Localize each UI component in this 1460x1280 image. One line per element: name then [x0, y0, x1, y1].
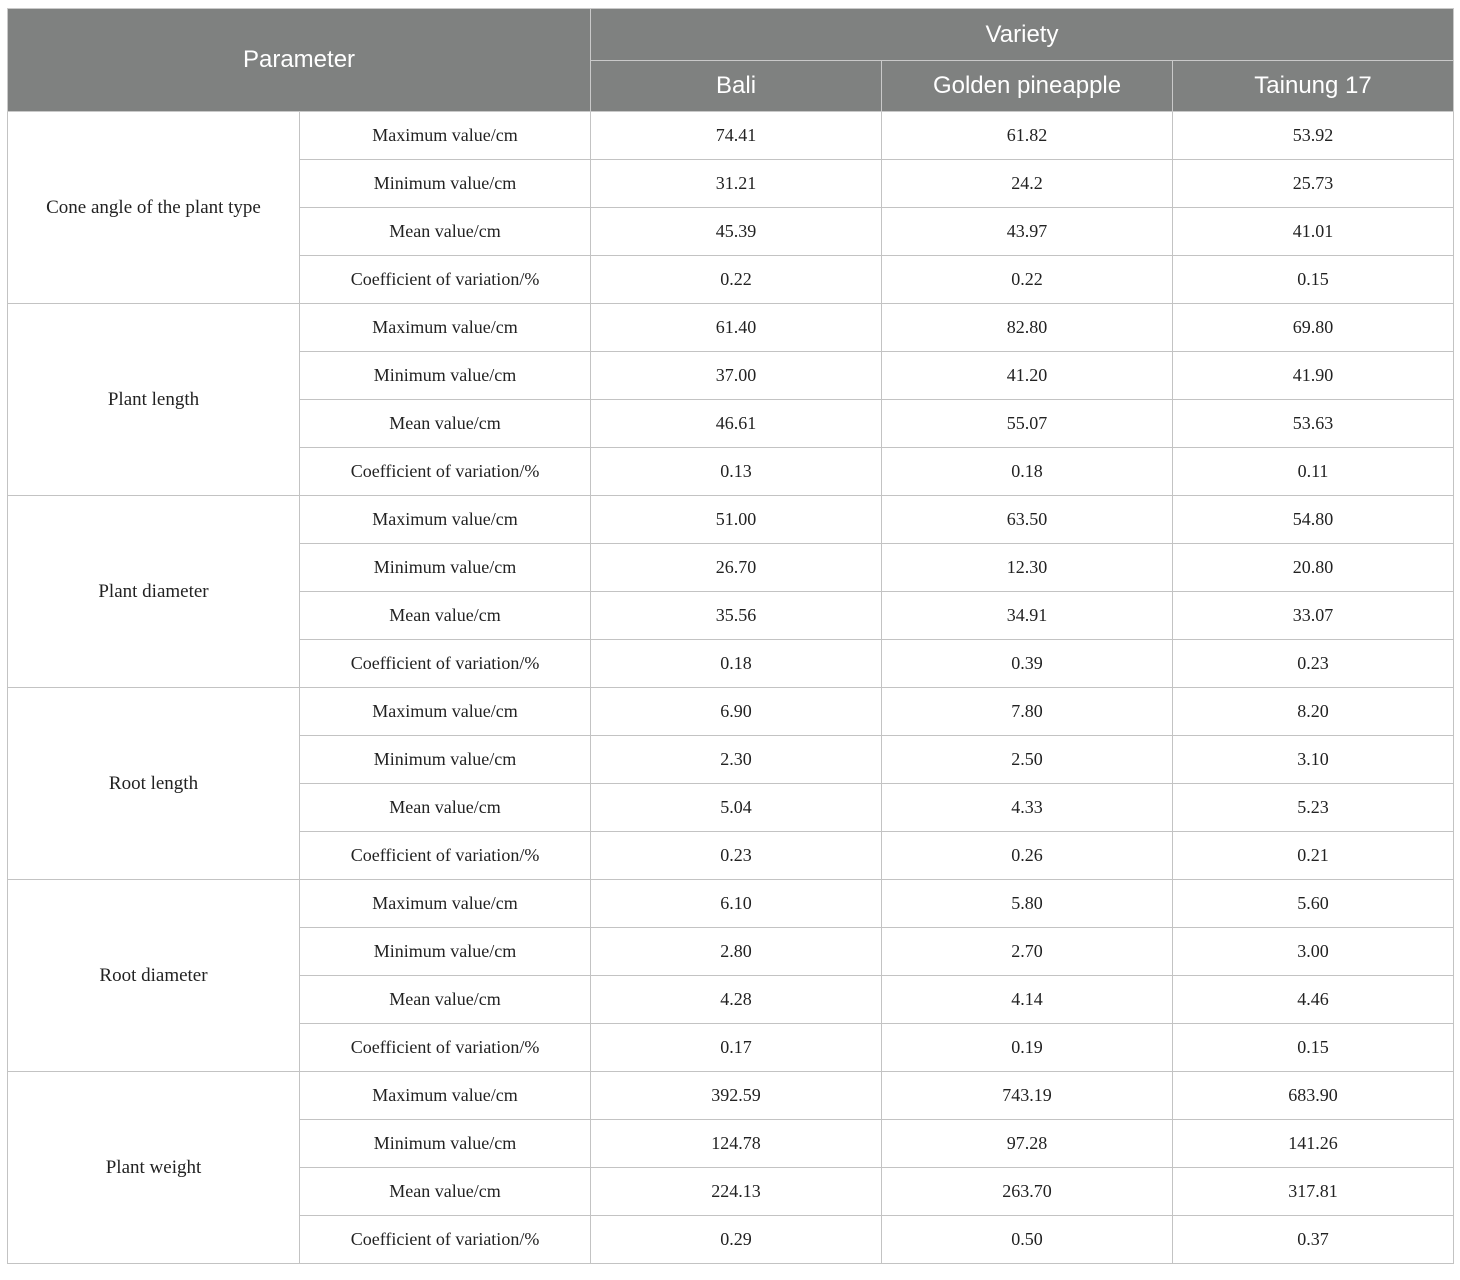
- statistic-label: Maximum value/cm: [300, 496, 591, 544]
- parameter-group-name: Root length: [8, 688, 300, 880]
- statistic-label: Maximum value/cm: [300, 1072, 591, 1120]
- header-variety-tainung-17: Tainung 17: [1173, 61, 1454, 112]
- value-golden-pineapple: 0.18: [882, 448, 1173, 496]
- value-bali: 5.04: [591, 784, 882, 832]
- statistic-label: Mean value/cm: [300, 592, 591, 640]
- value-golden-pineapple: 0.22: [882, 256, 1173, 304]
- statistic-label: Mean value/cm: [300, 976, 591, 1024]
- value-tainung-17: 0.23: [1173, 640, 1454, 688]
- value-tainung-17: 8.20: [1173, 688, 1454, 736]
- value-bali: 61.40: [591, 304, 882, 352]
- value-bali: 124.78: [591, 1120, 882, 1168]
- parameter-group-name: Plant length: [8, 304, 300, 496]
- value-golden-pineapple: 12.30: [882, 544, 1173, 592]
- value-golden-pineapple: 2.70: [882, 928, 1173, 976]
- table-row: [8, 688, 1454, 736]
- value-golden-pineapple: 55.07: [882, 400, 1173, 448]
- statistic-label: Coefficient of variation/%: [300, 640, 591, 688]
- value-golden-pineapple: 61.82: [882, 112, 1173, 160]
- value-tainung-17: 41.90: [1173, 352, 1454, 400]
- value-tainung-17: 141.26: [1173, 1120, 1454, 1168]
- header-variety: Variety: [591, 9, 1454, 61]
- value-golden-pineapple: 24.2: [882, 160, 1173, 208]
- value-bali: 224.13: [591, 1168, 882, 1216]
- value-golden-pineapple: 4.33: [882, 784, 1173, 832]
- statistic-label: Mean value/cm: [300, 208, 591, 256]
- table-row: [8, 1072, 1454, 1120]
- value-golden-pineapple: 7.80: [882, 688, 1173, 736]
- table-row: [8, 496, 1454, 544]
- table-body: [8, 112, 1454, 1264]
- value-tainung-17: 41.01: [1173, 208, 1454, 256]
- data-table: [7, 8, 1454, 1264]
- statistic-label: Minimum value/cm: [300, 1120, 591, 1168]
- value-golden-pineapple: 82.80: [882, 304, 1173, 352]
- value-golden-pineapple: 0.50: [882, 1216, 1173, 1264]
- value-bali: 6.90: [591, 688, 882, 736]
- value-tainung-17: 5.60: [1173, 880, 1454, 928]
- statistic-label: Coefficient of variation/%: [300, 1216, 591, 1264]
- value-tainung-17: 20.80: [1173, 544, 1454, 592]
- header-row: [8, 9, 1454, 61]
- value-bali: 2.30: [591, 736, 882, 784]
- value-bali: 2.80: [591, 928, 882, 976]
- value-bali: 31.21: [591, 160, 882, 208]
- statistic-label: Maximum value/cm: [300, 112, 591, 160]
- statistic-label: Mean value/cm: [300, 1168, 591, 1216]
- statistic-label: Minimum value/cm: [300, 352, 591, 400]
- value-golden-pineapple: 743.19: [882, 1072, 1173, 1120]
- header-variety-bali: Bali: [591, 61, 882, 112]
- parameter-group-name: Root diameter: [8, 880, 300, 1072]
- value-golden-pineapple: 97.28: [882, 1120, 1173, 1168]
- value-bali: 0.17: [591, 1024, 882, 1072]
- value-bali: 0.22: [591, 256, 882, 304]
- statistic-label: Maximum value/cm: [300, 880, 591, 928]
- value-bali: 0.29: [591, 1216, 882, 1264]
- value-tainung-17: 0.37: [1173, 1216, 1454, 1264]
- value-tainung-17: 53.92: [1173, 112, 1454, 160]
- value-tainung-17: 3.10: [1173, 736, 1454, 784]
- value-tainung-17: 0.21: [1173, 832, 1454, 880]
- value-bali: 0.13: [591, 448, 882, 496]
- value-bali: 37.00: [591, 352, 882, 400]
- value-tainung-17: 0.15: [1173, 1024, 1454, 1072]
- statistic-label: Minimum value/cm: [300, 544, 591, 592]
- value-golden-pineapple: 0.39: [882, 640, 1173, 688]
- value-tainung-17: 54.80: [1173, 496, 1454, 544]
- statistic-label: Maximum value/cm: [300, 304, 591, 352]
- value-tainung-17: 4.46: [1173, 976, 1454, 1024]
- value-tainung-17: 53.63: [1173, 400, 1454, 448]
- parameter-group-name: Plant weight: [8, 1072, 300, 1264]
- statistic-label: Coefficient of variation/%: [300, 1024, 591, 1072]
- value-bali: 26.70: [591, 544, 882, 592]
- table-row: [8, 880, 1454, 928]
- value-bali: 6.10: [591, 880, 882, 928]
- value-golden-pineapple: 43.97: [882, 208, 1173, 256]
- value-golden-pineapple: 41.20: [882, 352, 1173, 400]
- value-tainung-17: 0.15: [1173, 256, 1454, 304]
- parameter-group-name: Cone angle of the plant type: [8, 112, 300, 304]
- value-bali: 4.28: [591, 976, 882, 1024]
- value-bali: 0.18: [591, 640, 882, 688]
- value-tainung-17: 3.00: [1173, 928, 1454, 976]
- value-bali: 392.59: [591, 1072, 882, 1120]
- value-bali: 51.00: [591, 496, 882, 544]
- statistic-label: Mean value/cm: [300, 784, 591, 832]
- statistic-label: Minimum value/cm: [300, 736, 591, 784]
- parameter-group-name: Plant diameter: [8, 496, 300, 688]
- statistic-label: Coefficient of variation/%: [300, 448, 591, 496]
- value-golden-pineapple: 2.50: [882, 736, 1173, 784]
- value-tainung-17: 317.81: [1173, 1168, 1454, 1216]
- value-bali: 45.39: [591, 208, 882, 256]
- statistic-label: Coefficient of variation/%: [300, 256, 591, 304]
- value-bali: 74.41: [591, 112, 882, 160]
- table-row: [8, 304, 1454, 352]
- value-tainung-17: 33.07: [1173, 592, 1454, 640]
- statistic-label: Maximum value/cm: [300, 688, 591, 736]
- value-golden-pineapple: 4.14: [882, 976, 1173, 1024]
- statistic-label: Coefficient of variation/%: [300, 832, 591, 880]
- statistic-label: Minimum value/cm: [300, 928, 591, 976]
- table-header: [8, 9, 1454, 112]
- value-tainung-17: 5.23: [1173, 784, 1454, 832]
- value-bali: 46.61: [591, 400, 882, 448]
- statistic-label: Mean value/cm: [300, 400, 591, 448]
- value-golden-pineapple: 34.91: [882, 592, 1173, 640]
- value-golden-pineapple: 0.26: [882, 832, 1173, 880]
- value-tainung-17: 25.73: [1173, 160, 1454, 208]
- value-tainung-17: 683.90: [1173, 1072, 1454, 1120]
- table-row: [8, 112, 1454, 160]
- statistic-label: Minimum value/cm: [300, 160, 591, 208]
- value-golden-pineapple: 63.50: [882, 496, 1173, 544]
- header-variety-golden-pineapple: Golden pineapple: [882, 61, 1173, 112]
- value-golden-pineapple: 0.19: [882, 1024, 1173, 1072]
- value-tainung-17: 69.80: [1173, 304, 1454, 352]
- value-golden-pineapple: 263.70: [882, 1168, 1173, 1216]
- header-parameter: Parameter: [8, 9, 591, 112]
- value-bali: 35.56: [591, 592, 882, 640]
- value-golden-pineapple: 5.80: [882, 880, 1173, 928]
- value-tainung-17: 0.11: [1173, 448, 1454, 496]
- value-bali: 0.23: [591, 832, 882, 880]
